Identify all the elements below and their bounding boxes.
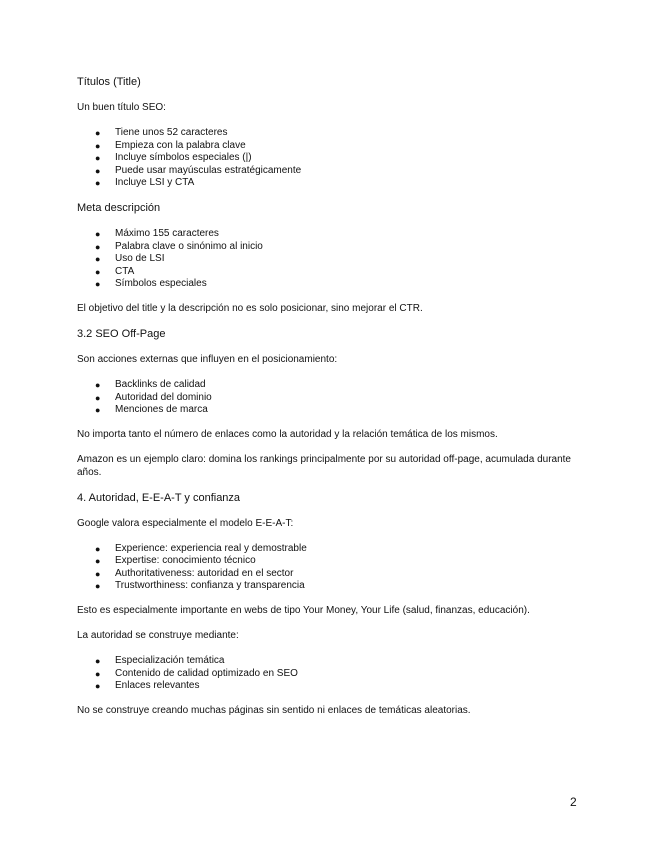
bullet-icon: ●	[95, 140, 101, 151]
bullet-icon: ●	[95, 254, 101, 264]
list-item	[77, 543, 587, 556]
list-item	[77, 127, 587, 140]
bullet-list	[77, 543, 587, 593]
list-item-text: Trustworthiness: confianza y transparencia	[115, 580, 305, 591]
bullet-icon: ●	[95, 165, 101, 176]
list-item-text: Tiene unos 52 caracteres	[115, 127, 228, 138]
list-item	[77, 152, 587, 165]
page-number: 2	[570, 795, 577, 809]
list-item	[77, 379, 587, 392]
bullet-list	[77, 379, 587, 417]
section-heading: 4. Autoridad, E-E-A-T y confianza	[77, 491, 241, 504]
list-item-text: Backlinks de calidad	[115, 379, 206, 390]
list-item-text: Enlaces relevantes	[115, 680, 200, 691]
list-item-text: Especialización temática	[115, 655, 225, 666]
paragraph: Amazon es un ejemplo claro: domina los rankings principalmente por su autoridad off-page, acumulada durante años.	[77, 454, 571, 478]
bullet-icon: ●	[95, 266, 101, 277]
bullet-icon: ●	[95, 392, 101, 403]
bullet-icon: ●	[95, 178, 101, 188]
list-item-text: Puede usar mayúsculas estratégicamente	[115, 164, 302, 176]
bullet-icon: ●	[95, 153, 101, 163]
list-item-text: CTA	[115, 265, 135, 277]
bullet-icon: ●	[95, 656, 101, 666]
list-item-text: Menciones de marca	[115, 404, 208, 415]
section-heading: Títulos (Title)	[77, 76, 141, 88]
list-item	[77, 655, 587, 668]
list-item	[77, 392, 587, 405]
list-item-text: Contenido de calidad optimizado en SEO	[115, 667, 298, 679]
page-content	[77, 76, 587, 730]
list-item-text: Experience: experiencia real y demostrable	[115, 542, 307, 554]
list-item	[77, 668, 587, 681]
paragraph: No importa tanto el número de enlaces como la autoridad y la relación temática de los mismos.	[77, 429, 498, 440]
list-item-text: Incluye LSI y CTA	[115, 177, 195, 188]
list-item	[77, 580, 587, 593]
bullet-icon: ●	[95, 581, 101, 591]
section-heading: 3.2 SEO Off-Page	[77, 328, 166, 340]
list-item	[77, 140, 587, 153]
bullet-icon: ●	[95, 128, 101, 138]
paragraph: Son acciones externas que influyen en el posicionamiento:	[77, 354, 338, 365]
list-item	[77, 165, 587, 178]
bullet-list	[77, 655, 587, 693]
list-item-text: Palabra clave o sinónimo al inicio	[115, 240, 263, 252]
list-item-text: Incluye símbolos especiales (|)	[115, 152, 252, 163]
list-item	[77, 228, 587, 241]
bullet-icon: ●	[95, 229, 101, 239]
list-item-text: Símbolos especiales	[115, 278, 207, 289]
list-item	[77, 404, 587, 417]
bullet-icon: ●	[95, 543, 101, 554]
bullet-icon: ●	[95, 241, 101, 252]
bullet-icon: ●	[95, 279, 101, 289]
list-item	[77, 253, 587, 266]
paragraph: Esto es especialmente importante en webs de tipo Your Money, Your Life (salud, finanzas, educación).	[77, 605, 530, 616]
list-item	[77, 568, 587, 581]
bullet-icon: ●	[95, 380, 101, 390]
paragraph: Un buen título SEO:	[77, 102, 166, 113]
list-item	[77, 555, 587, 568]
list-item	[77, 680, 587, 693]
bullet-icon: ●	[95, 681, 101, 691]
list-item-text: Empieza con la palabra clave	[115, 139, 246, 151]
list-item	[77, 278, 587, 291]
section-heading: Meta descripción	[77, 202, 161, 214]
list-item	[77, 241, 587, 254]
bullet-icon: ●	[95, 405, 101, 415]
bullet-list	[77, 127, 587, 190]
paragraph: El objetivo del title y la descripción no es solo posicionar, sino mejorar el CTR.	[77, 303, 423, 314]
bullet-list	[77, 228, 587, 291]
bullet-icon: ●	[95, 556, 101, 566]
list-item	[77, 266, 587, 279]
paragraph: No se construye creando muchas páginas sin sentido ni enlaces de temáticas aleatorias.	[77, 705, 471, 716]
list-item-text: Máximo 155 caracteres	[115, 228, 219, 239]
list-item-text: Uso de LSI	[115, 253, 165, 264]
bullet-icon: ●	[95, 568, 101, 579]
list-item-text: Authoritativeness: autoridad en el sector	[115, 567, 294, 579]
paragraph: Google valora especialmente el modelo E-E-A-T:	[77, 517, 294, 529]
list-item	[77, 177, 587, 190]
list-item-text: Autoridad del dominio	[115, 391, 212, 403]
paragraph: La autoridad se construye mediante:	[77, 630, 239, 641]
bullet-icon: ●	[95, 668, 101, 679]
list-item-text: Expertise: conocimiento técnico	[115, 555, 256, 566]
